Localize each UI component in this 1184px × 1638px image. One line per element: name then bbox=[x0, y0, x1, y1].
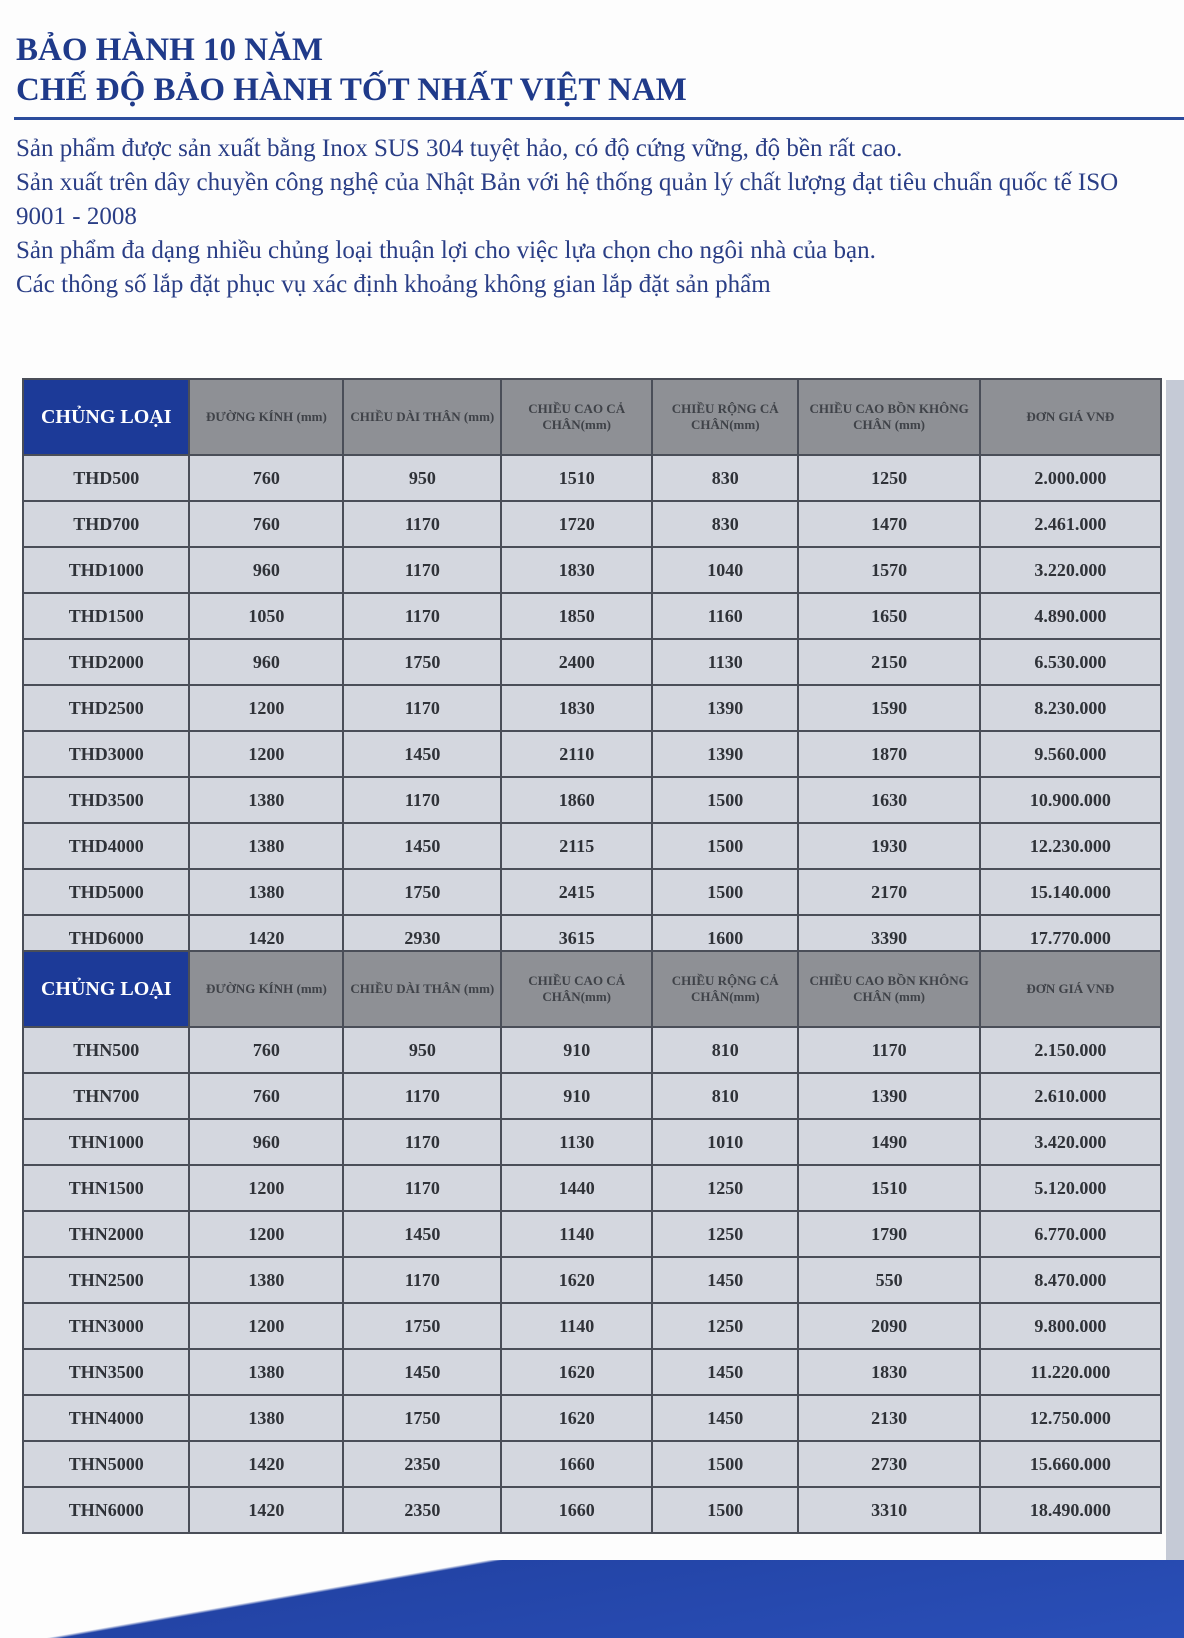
spec-cell: 1660 bbox=[501, 1441, 652, 1487]
spec-cell: 1570 bbox=[798, 547, 979, 593]
table-row bbox=[23, 593, 1161, 639]
spec-cell: 960 bbox=[189, 639, 343, 685]
spec-cell: 2400 bbox=[501, 639, 652, 685]
spec-cell: 760 bbox=[189, 1027, 343, 1073]
table-row bbox=[23, 869, 1161, 915]
spec-cell: 1140 bbox=[501, 1303, 652, 1349]
price-cell: 6.530.000 bbox=[980, 639, 1161, 685]
spec-cell: 3390 bbox=[798, 915, 979, 961]
model-cell: THN1500 bbox=[23, 1165, 189, 1211]
spec-cell: 910 bbox=[501, 1027, 652, 1073]
spec-cell: 1500 bbox=[652, 823, 798, 869]
model-cell: THN6000 bbox=[23, 1487, 189, 1533]
spec-cell: 1170 bbox=[343, 685, 501, 731]
spec-cell: 1250 bbox=[798, 455, 979, 501]
spec-cell: 1500 bbox=[652, 1487, 798, 1533]
spec-cell: 1420 bbox=[189, 1441, 343, 1487]
spec-cell: 1720 bbox=[501, 501, 652, 547]
table-row bbox=[23, 1303, 1161, 1349]
side-decoration bbox=[1166, 380, 1184, 1560]
price-cell: 5.120.000 bbox=[980, 1165, 1161, 1211]
title-divider bbox=[14, 117, 1184, 120]
spec-cell: 1830 bbox=[501, 685, 652, 731]
price-cell: 15.140.000 bbox=[980, 869, 1161, 915]
spec-cell: 1250 bbox=[652, 1165, 798, 1211]
spec-cell: 550 bbox=[798, 1257, 979, 1303]
spec-cell: 1830 bbox=[501, 547, 652, 593]
model-cell: THD500 bbox=[23, 455, 189, 501]
spec-cell: 960 bbox=[189, 547, 343, 593]
intro-line-1: Sản phẩm được sản xuất bằng Inox SUS 304 tuyệt hảo, có độ cứng vững, độ bền rất cao. bbox=[16, 135, 903, 162]
spec-cell: 2930 bbox=[343, 915, 501, 961]
spec-cell: 960 bbox=[189, 1119, 343, 1165]
price-cell: 12.750.000 bbox=[980, 1395, 1161, 1441]
model-cell: THD4000 bbox=[23, 823, 189, 869]
price-cell: 12.230.000 bbox=[980, 823, 1161, 869]
column-header: CHIỀU DÀI THÂN (mm) bbox=[343, 379, 501, 455]
spec-cell: 1390 bbox=[798, 1073, 979, 1119]
spec-cell: 1200 bbox=[189, 1303, 343, 1349]
spec-cell: 1600 bbox=[652, 915, 798, 961]
table-row bbox=[23, 1257, 1161, 1303]
model-cell: THN4000 bbox=[23, 1395, 189, 1441]
spec-cell: 1450 bbox=[652, 1395, 798, 1441]
price-cell: 9.560.000 bbox=[980, 731, 1161, 777]
spec-cell: 1380 bbox=[189, 1395, 343, 1441]
column-header: CHỦNG LOẠI bbox=[23, 379, 189, 455]
spec-cell: 1170 bbox=[343, 501, 501, 547]
model-cell: THD1500 bbox=[23, 593, 189, 639]
column-header: CHIỀU RỘNG CẢ CHÂN(mm) bbox=[652, 951, 798, 1027]
spec-cell: 1250 bbox=[652, 1211, 798, 1257]
spec-cell: 1870 bbox=[798, 731, 979, 777]
model-cell: THD5000 bbox=[23, 869, 189, 915]
spec-cell: 2150 bbox=[798, 639, 979, 685]
spec-cell: 1200 bbox=[189, 1211, 343, 1257]
spec-cell: 1450 bbox=[343, 1211, 501, 1257]
model-cell: THD2500 bbox=[23, 685, 189, 731]
spec-cell: 2090 bbox=[798, 1303, 979, 1349]
price-cell: 3.220.000 bbox=[980, 547, 1161, 593]
spec-cell: 1620 bbox=[501, 1257, 652, 1303]
column-header: CHỦNG LOẠI bbox=[23, 951, 189, 1027]
spec-cell: 1170 bbox=[343, 777, 501, 823]
spec-cell: 1790 bbox=[798, 1211, 979, 1257]
model-cell: THD3000 bbox=[23, 731, 189, 777]
spec-cell: 1510 bbox=[798, 1165, 979, 1211]
spec-cell: 810 bbox=[652, 1073, 798, 1119]
table-row bbox=[23, 501, 1161, 547]
spec-cell: 1200 bbox=[189, 731, 343, 777]
column-header: ĐƠN GIÁ VNĐ bbox=[980, 379, 1161, 455]
table-row bbox=[23, 455, 1161, 501]
spec-cell: 1170 bbox=[343, 1073, 501, 1119]
spec-cell: 1380 bbox=[189, 1257, 343, 1303]
table-header-row bbox=[23, 379, 1161, 455]
spec-cell: 1420 bbox=[189, 1487, 343, 1533]
model-cell: THN500 bbox=[23, 1027, 189, 1073]
spec-cell: 1650 bbox=[798, 593, 979, 639]
model-cell: THN700 bbox=[23, 1073, 189, 1119]
spec-cell: 1510 bbox=[501, 455, 652, 501]
spec-cell: 1200 bbox=[189, 685, 343, 731]
price-cell: 2.610.000 bbox=[980, 1073, 1161, 1119]
spec-table-thd bbox=[22, 378, 1162, 962]
spec-cell: 1390 bbox=[652, 731, 798, 777]
column-header: CHIỀU CAO BỒN KHÔNG CHÂN (mm) bbox=[798, 379, 979, 455]
column-header: ĐƯỜNG KÍNH (mm) bbox=[189, 379, 343, 455]
column-header: ĐƠN GIÁ VNĐ bbox=[980, 951, 1161, 1027]
spec-cell: 1850 bbox=[501, 593, 652, 639]
table-row bbox=[23, 639, 1161, 685]
intro-line-3: Sản phẩm đa dạng nhiều chủng loại thuận lợi cho việc lựa chọn cho ngôi nhà của bạn. bbox=[16, 237, 876, 264]
spec-cell: 1200 bbox=[189, 1165, 343, 1211]
spec-cell: 2730 bbox=[798, 1441, 979, 1487]
spec-cell: 1170 bbox=[343, 1165, 501, 1211]
column-header: CHIỀU DÀI THÂN (mm) bbox=[343, 951, 501, 1027]
price-cell: 9.800.000 bbox=[980, 1303, 1161, 1349]
spec-cell: 1630 bbox=[798, 777, 979, 823]
model-cell: THN5000 bbox=[23, 1441, 189, 1487]
table-row bbox=[23, 1211, 1161, 1257]
title-line-2: CHẾ ĐỘ BẢO HÀNH TỐT NHẤT VIỆT NAM bbox=[16, 72, 687, 108]
spec-cell: 830 bbox=[652, 455, 798, 501]
price-cell: 11.220.000 bbox=[980, 1349, 1161, 1395]
spec-cell: 1170 bbox=[343, 1257, 501, 1303]
model-cell: THD1000 bbox=[23, 547, 189, 593]
spec-cell: 1500 bbox=[652, 869, 798, 915]
table-row bbox=[23, 1349, 1161, 1395]
spec-cell: 2415 bbox=[501, 869, 652, 915]
spec-cell: 1440 bbox=[501, 1165, 652, 1211]
spec-cell: 1130 bbox=[501, 1119, 652, 1165]
spec-cell: 1660 bbox=[501, 1487, 652, 1533]
price-cell: 8.470.000 bbox=[980, 1257, 1161, 1303]
model-cell: THN3000 bbox=[23, 1303, 189, 1349]
spec-cell: 3310 bbox=[798, 1487, 979, 1533]
model-cell: THN3500 bbox=[23, 1349, 189, 1395]
spec-cell: 810 bbox=[652, 1027, 798, 1073]
spec-cell: 1010 bbox=[652, 1119, 798, 1165]
price-cell: 2.461.000 bbox=[980, 501, 1161, 547]
spec-cell: 1830 bbox=[798, 1349, 979, 1395]
spec-cell: 830 bbox=[652, 501, 798, 547]
spec-cell: 950 bbox=[343, 455, 501, 501]
spec-cell: 1160 bbox=[652, 593, 798, 639]
spec-cell: 760 bbox=[189, 455, 343, 501]
spec-cell: 1930 bbox=[798, 823, 979, 869]
spec-cell: 2110 bbox=[501, 731, 652, 777]
spec-cell: 1450 bbox=[343, 823, 501, 869]
spec-cell: 1450 bbox=[343, 731, 501, 777]
model-cell: THD6000 bbox=[23, 915, 189, 961]
spec-cell: 1170 bbox=[343, 1119, 501, 1165]
spec-cell: 760 bbox=[189, 1073, 343, 1119]
spec-cell: 1170 bbox=[343, 547, 501, 593]
price-cell: 18.490.000 bbox=[980, 1487, 1161, 1533]
intro-line-4: Các thông số lắp đặt phục vụ xác định khoảng không gian lắp đặt sản phẩm bbox=[16, 271, 771, 298]
table-row bbox=[23, 1487, 1161, 1533]
column-header: ĐƯỜNG KÍNH (mm) bbox=[189, 951, 343, 1027]
spec-cell: 1500 bbox=[652, 1441, 798, 1487]
model-cell: THD3500 bbox=[23, 777, 189, 823]
table-row bbox=[23, 547, 1161, 593]
table-row bbox=[23, 1165, 1161, 1211]
spec-cell: 1500 bbox=[652, 777, 798, 823]
footer-decoration bbox=[0, 1560, 1184, 1638]
table-row bbox=[23, 1395, 1161, 1441]
spec-cell: 1470 bbox=[798, 501, 979, 547]
spec-table-thn bbox=[22, 950, 1162, 1534]
spec-cell: 1490 bbox=[798, 1119, 979, 1165]
spec-cell: 1620 bbox=[501, 1349, 652, 1395]
spec-cell: 1420 bbox=[189, 915, 343, 961]
table-row bbox=[23, 777, 1161, 823]
model-cell: THN1000 bbox=[23, 1119, 189, 1165]
price-cell: 4.890.000 bbox=[980, 593, 1161, 639]
price-cell: 3.420.000 bbox=[980, 1119, 1161, 1165]
spec-cell: 1140 bbox=[501, 1211, 652, 1257]
price-cell: 17.770.000 bbox=[980, 915, 1161, 961]
spec-cell: 910 bbox=[501, 1073, 652, 1119]
spec-cell: 2130 bbox=[798, 1395, 979, 1441]
spec-cell: 1050 bbox=[189, 593, 343, 639]
column-header: CHIỀU CAO CẢ CHÂN(mm) bbox=[501, 951, 652, 1027]
spec-cell: 1170 bbox=[798, 1027, 979, 1073]
column-header: CHIỀU CAO CẢ CHÂN(mm) bbox=[501, 379, 652, 455]
table-row bbox=[23, 1027, 1161, 1073]
model-cell: THN2500 bbox=[23, 1257, 189, 1303]
model-cell: THN2000 bbox=[23, 1211, 189, 1257]
spec-cell: 1450 bbox=[652, 1349, 798, 1395]
spec-cell: 2350 bbox=[343, 1441, 501, 1487]
spec-cell: 1250 bbox=[652, 1303, 798, 1349]
page-title bbox=[16, 30, 687, 110]
intro-text bbox=[16, 132, 1166, 302]
spec-cell: 3615 bbox=[501, 915, 652, 961]
column-header: CHIỀU RỘNG CẢ CHÂN(mm) bbox=[652, 379, 798, 455]
spec-cell: 1390 bbox=[652, 685, 798, 731]
table-row bbox=[23, 1441, 1161, 1487]
price-cell: 2.000.000 bbox=[980, 455, 1161, 501]
spec-cell: 1750 bbox=[343, 1395, 501, 1441]
spec-cell: 1750 bbox=[343, 639, 501, 685]
column-header: CHIỀU CAO BỒN KHÔNG CHÂN (mm) bbox=[798, 951, 979, 1027]
spec-cell: 1380 bbox=[189, 777, 343, 823]
title-line-1: BẢO HÀNH 10 NĂM bbox=[16, 32, 324, 68]
table-row bbox=[23, 1073, 1161, 1119]
table-row bbox=[23, 685, 1161, 731]
price-cell: 15.660.000 bbox=[980, 1441, 1161, 1487]
spec-cell: 2350 bbox=[343, 1487, 501, 1533]
price-cell: 8.230.000 bbox=[980, 685, 1161, 731]
spec-cell: 1130 bbox=[652, 639, 798, 685]
spec-cell: 1590 bbox=[798, 685, 979, 731]
intro-line-2: Sản xuất trên dây chuyền công nghệ của Nhật Bản với hệ thống quản lý chất lượng đạt tiêu chuẩn quốc tế ISO 9001 - 2008 bbox=[16, 169, 1119, 230]
table-header-row bbox=[23, 951, 1161, 1027]
table-row bbox=[23, 1119, 1161, 1165]
spec-cell: 1380 bbox=[189, 869, 343, 915]
price-cell: 6.770.000 bbox=[980, 1211, 1161, 1257]
spec-cell: 2170 bbox=[798, 869, 979, 915]
price-cell: 2.150.000 bbox=[980, 1027, 1161, 1073]
table-row bbox=[23, 823, 1161, 869]
model-cell: THD2000 bbox=[23, 639, 189, 685]
spec-cell: 1170 bbox=[343, 593, 501, 639]
spec-cell: 1450 bbox=[343, 1349, 501, 1395]
table-row bbox=[23, 731, 1161, 777]
spec-cell: 1750 bbox=[343, 1303, 501, 1349]
spec-cell: 1750 bbox=[343, 869, 501, 915]
spec-cell: 1380 bbox=[189, 823, 343, 869]
spec-cell: 1860 bbox=[501, 777, 652, 823]
spec-cell: 1620 bbox=[501, 1395, 652, 1441]
spec-cell: 760 bbox=[189, 501, 343, 547]
model-cell: THD700 bbox=[23, 501, 189, 547]
price-cell: 10.900.000 bbox=[980, 777, 1161, 823]
spec-cell: 1380 bbox=[189, 1349, 343, 1395]
spec-cell: 1450 bbox=[652, 1257, 798, 1303]
spec-cell: 2115 bbox=[501, 823, 652, 869]
spec-cell: 950 bbox=[343, 1027, 501, 1073]
spec-cell: 1040 bbox=[652, 547, 798, 593]
